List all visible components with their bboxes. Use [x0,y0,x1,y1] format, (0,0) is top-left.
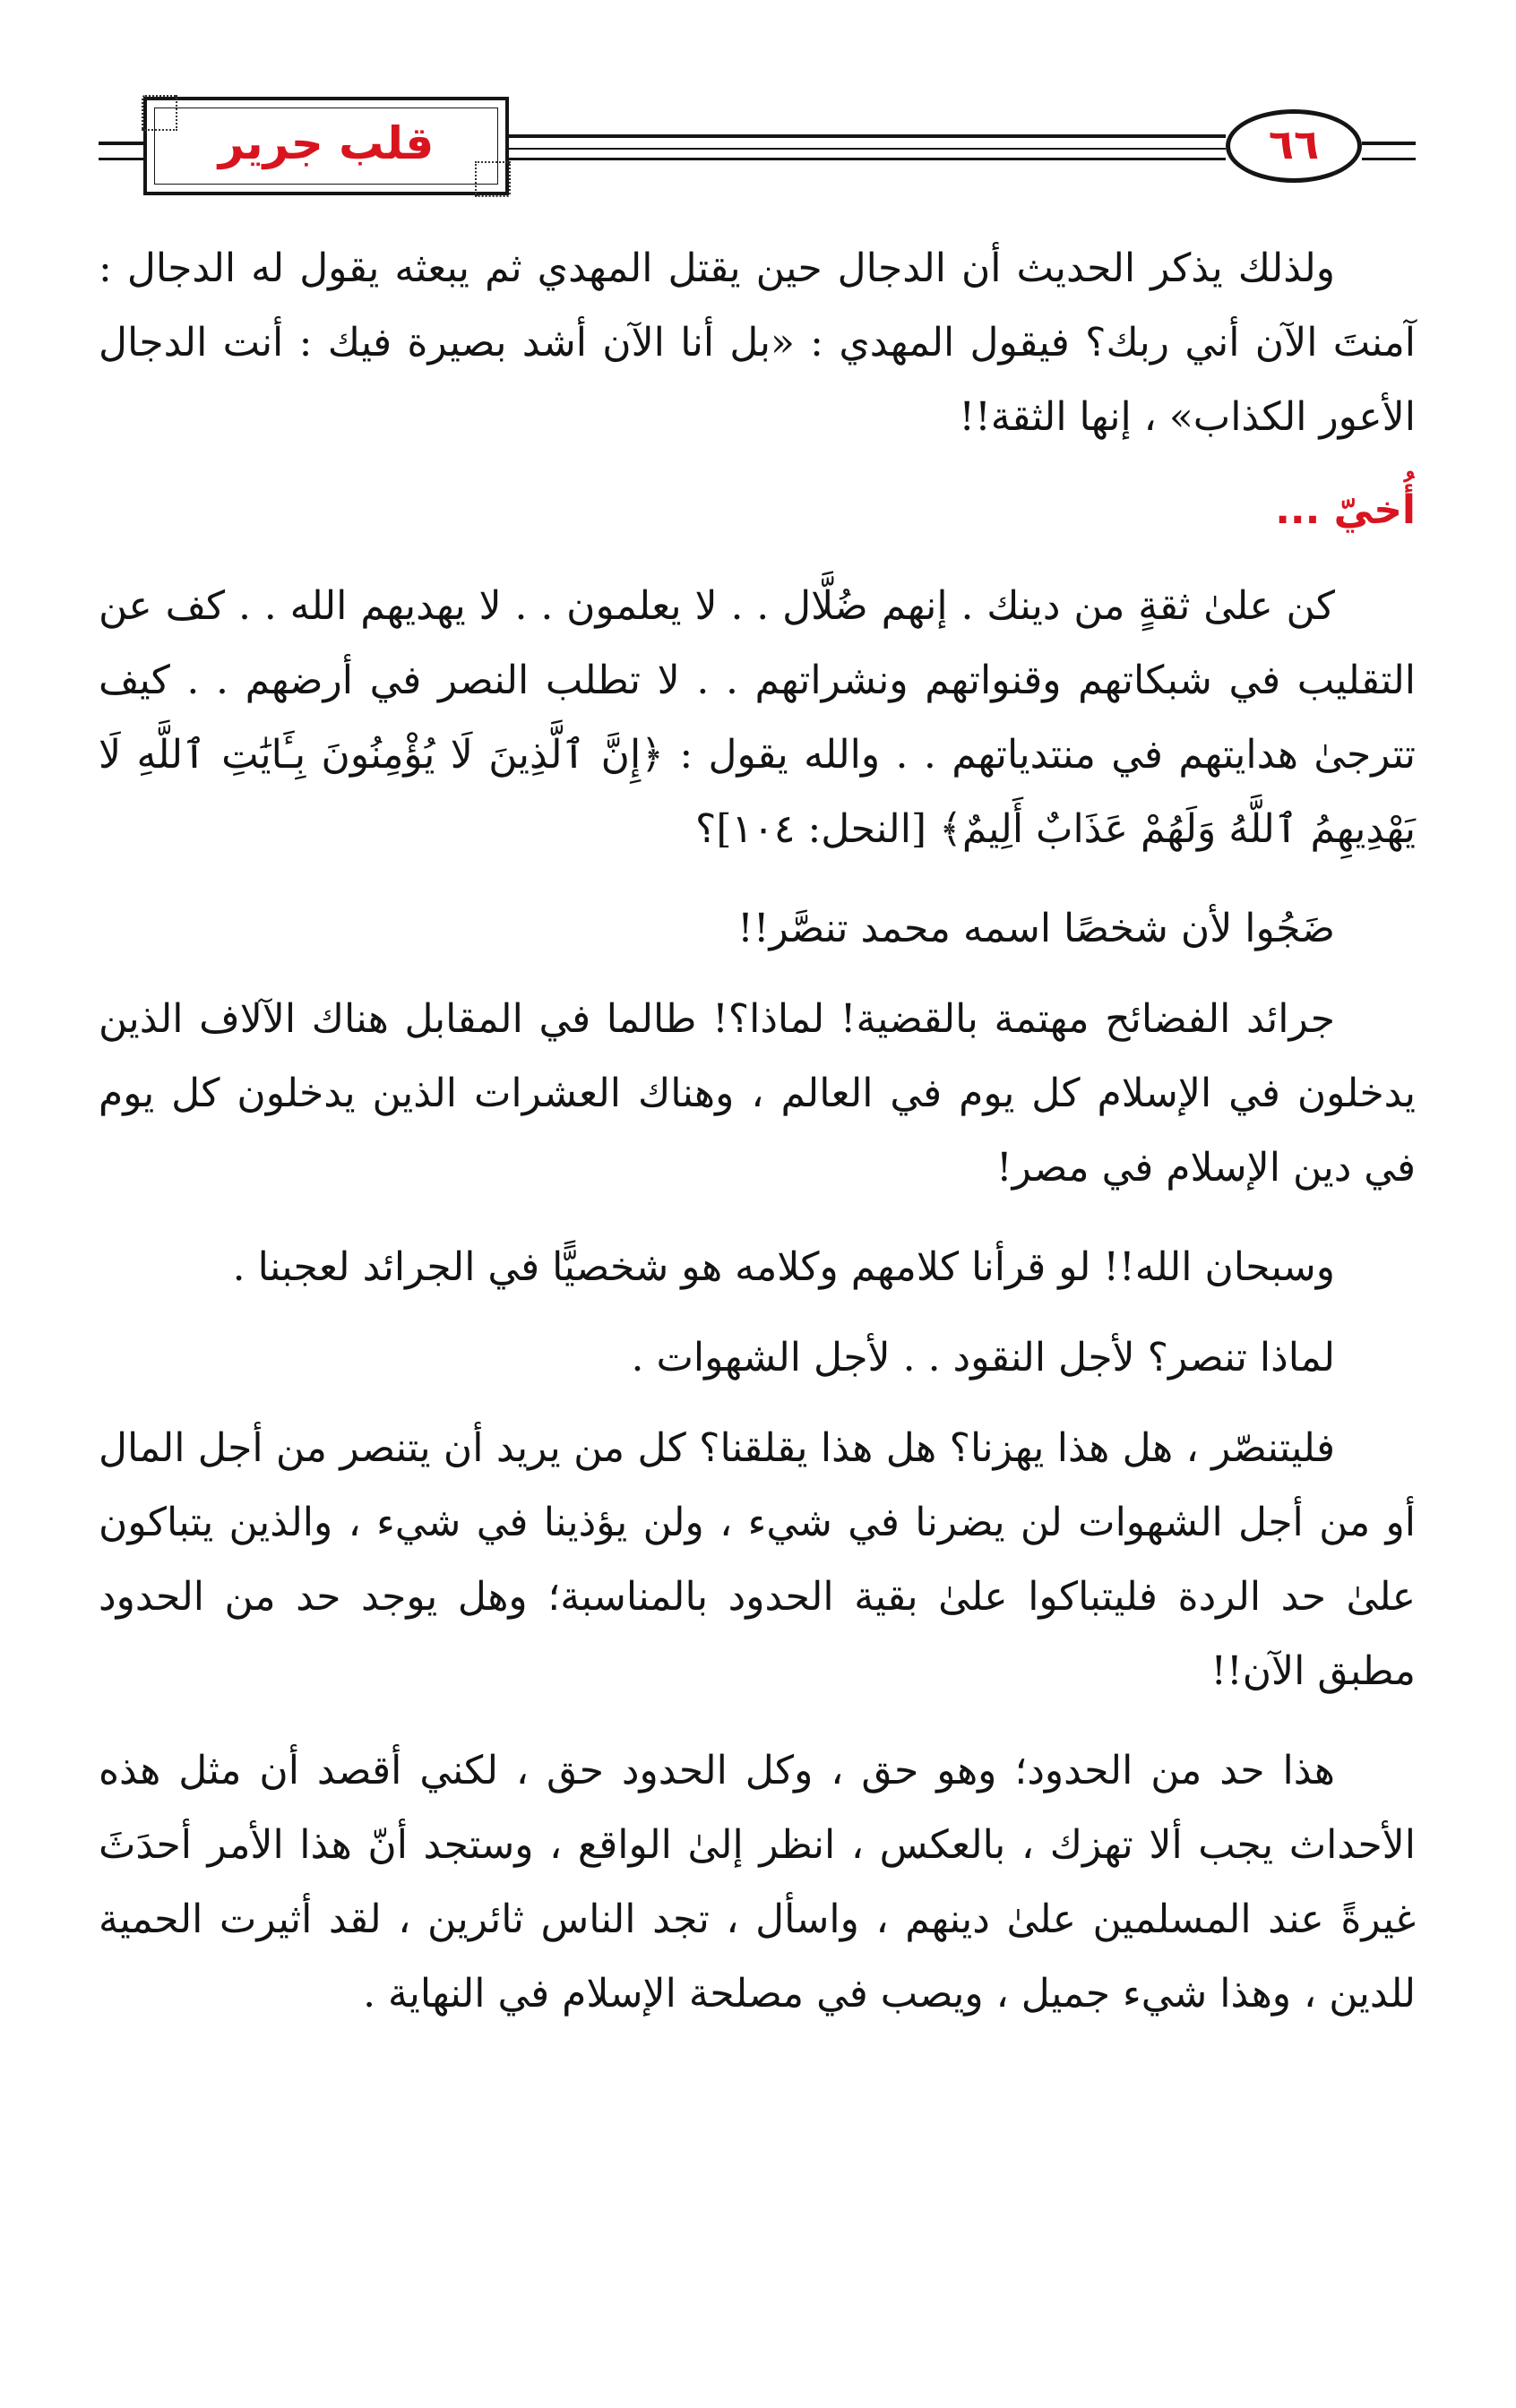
page-number-oval [1226,109,1362,183]
page-header [0,0,1516,215]
running-title: قلب جرير [218,117,435,169]
section-heading: أُخيّ ... [1275,487,1416,533]
page-body [99,231,1416,2056]
paragraph: هذا حد من الحدود؛ وهو حق ، وكل الحدود حق ، لكني أقصد أن مثل هذه الأحداث يجب ألا تهزك ، بالعكس ، انظر إلىٰ الواقع ، وستجد أنّ هذا الأمر أحدَثَ غيرةً عند المسلمين علىٰ دينهم ، واسأل ، تجد الناس ثائرين ، لقد أثيرت الحمية للدين ، وهذا شيء جميل ، ويصب في مصلحة الإسلام في النهاية . [99,1748,1416,2017]
paragraph: فليتنصّر ، هل هذا يهزنا؟ هل هذا يقلقنا؟ كل من يريد أن يتنصر من أجل المال أو من أجل الشهوات لن يضرنا في شيء ، ولن يؤذينا في شيء ، والذين يتباكون علىٰ حد الردة فليتباكوا علىٰ بقية الحدود بالمناسبة؛ وهل يوجد حد من الحدود مطبق الآن!! [99,1425,1416,1694]
page-number: ٦٦ [1268,120,1320,168]
header-rule [509,134,1226,138]
paragraph: كن علىٰ ثقةٍ من دينك . إنهم ضُلَّال . . لا يعلمون . . لا يهديهم الله . . كف عن التقليب في شبكاتهم وقنواتهم ونشراتهم . . لا تطلب النصر في أرضهم . . كيف تترجىٰ هدايتهم في منتدياتهم . . والله يقول : ﴿إِنَّ ٱلَّذِينَ لَا يُؤْمِنُونَ بِـَٔايَٰتِ ٱللَّهِ لَا يَهْدِيهِمُ ٱللَّهُ وَلَهُمْ عَذَابٌ أَلِيمٌ﴾ [النحل: ١٠٤]؟ [99,583,1416,852]
paragraph: جرائد الفضائح مهتمة بالقضية! لماذا؟! طالما في المقابل هناك الآلاف الذين يدخلون في الإسلام كل يوم في العالم ، وهناك العشرات الذين يدخلون كل يوم في دين الإسلام في مصر! [99,996,1416,1191]
header-rule [1362,158,1416,160]
paragraph: ضَجُوا لأن شخصًا اسمه محمد تنصَّر!! [737,906,1335,951]
header-rule [99,142,143,145]
paragraph: لماذا تنصر؟ لأجل النقود . . لأجل الشهوات . [631,1335,1335,1380]
header-rule [1362,142,1416,145]
header-rule [509,158,1226,160]
paragraph: ولذلك يذكر الحديث أن الدجال حين يقتل المهدي ثم يبعثه يقول له الدجال : آمنتَ الآن أني ربك؟ فيقول المهدي : «بل أنا الآن أشد بصيرة فيك : أنت الدجال الأعور الكذاب» ، إنها الثقة!! [99,245,1416,440]
paragraph: وسبحان الله!! لو قرأنا كلامهم وكلامه هو شخصيًّا في الجرائد لعجبنا . [232,1244,1335,1290]
header-rule [509,148,1226,150]
header-rule [99,158,143,160]
running-title-frame [143,97,509,195]
